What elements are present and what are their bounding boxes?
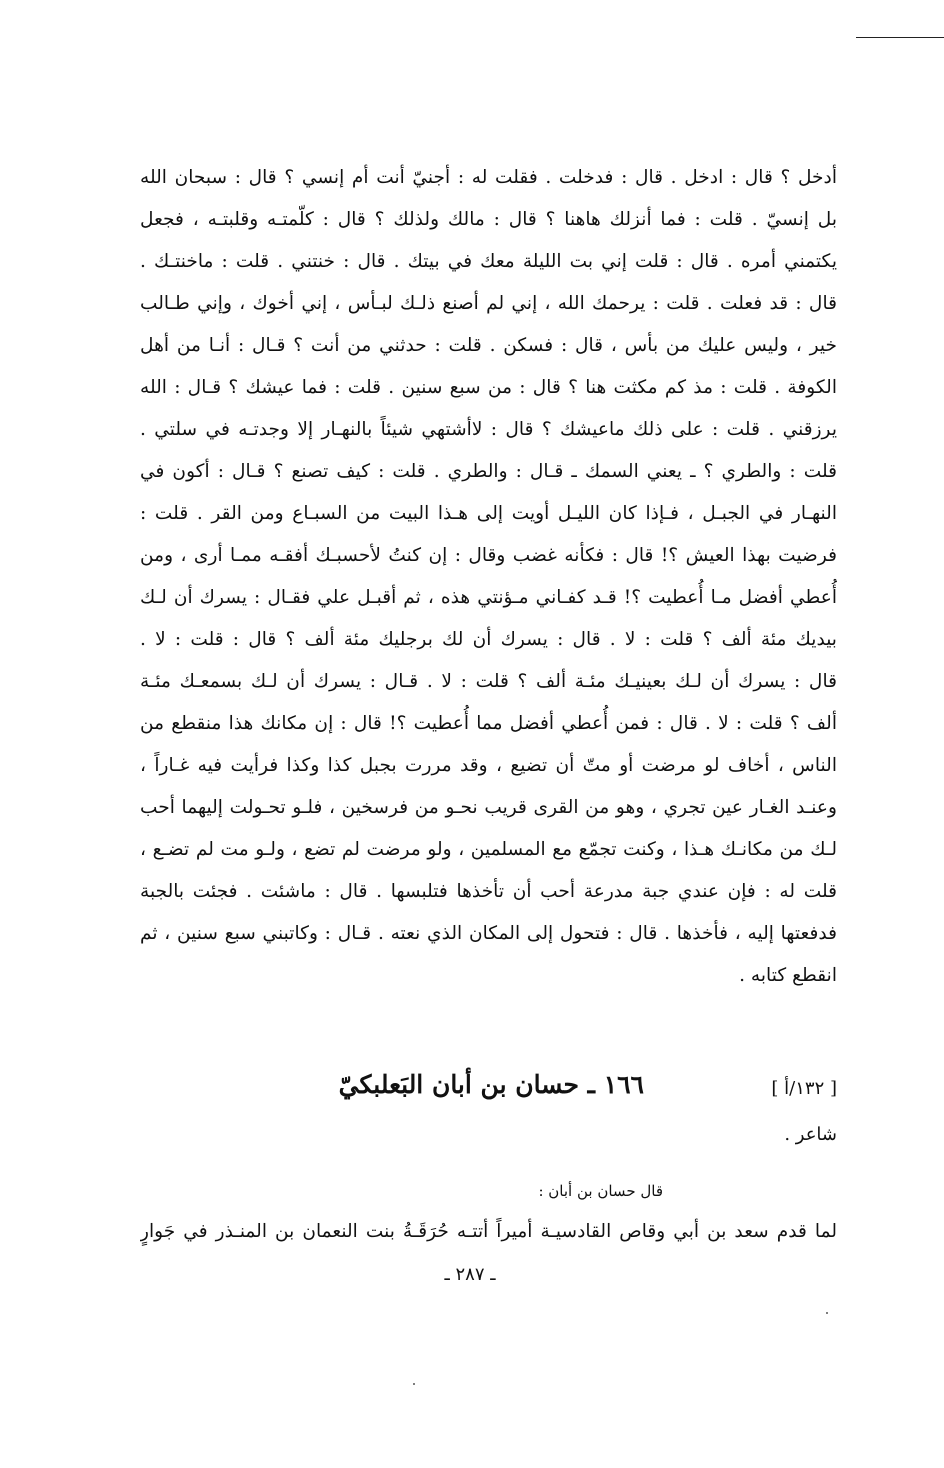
text-line: بل إنسيّ . قلت : فما أنزلك هاهنا ؟ قال : مالك ولذلك ؟ قال : كلّمتـه وقلبتـه ، فجعل [140, 209, 837, 230]
text-line: خير ، وليس عليك من بأس ، قال : فسكن . قلت : حدثني من أنت ؟ قـال : أنـا من أهل [140, 335, 837, 356]
text-line: فدفعتها إليه ، فأخذها . قال : فتحول إلى المكان الذي نعته . قـال : وكاتبني سبع سنين ، ثم [140, 923, 837, 944]
text-line: الكوفة . قلت : مذ كم مكثت هنا ؟ قال : من سبع سنين . قلت : فما عيشك ؟ قـال : الله [140, 377, 837, 398]
text-line: وعنـد الغـار عين تجري ، وهو من القرى قريب نحـو من فرسخين ، فلـو تحـولت إليهما أحب [140, 797, 837, 818]
text-line: يرزقني . قلت : على ذلك ماعيشك ؟ قال : لاأشتهي شيئاً بالنهـار إلا وجدتـه في سلتي . [140, 419, 837, 440]
text-line: يكتمني أمره . قال : قلت إني بت الليلة معك في بيتك . قال : خنتني . قلت : ماخنتـك . [140, 251, 837, 272]
text-line: لـك من مكانـك هـذا ، وكنت تجمّع مع المسلمين ، ولو مرضت لم تضع ، ولـو مت لم تضـع ، [140, 839, 837, 860]
quote-line: لما قدم سعد بن أبي وقاص القادسيـة أميراً أتتـه حُرَقَـةُ بنت النعمان بن المنـذر في جَوارٍ [140, 1221, 837, 1242]
text-line: فرضيت بهذا العيش ؟! قال : فكأنه غضب وقال : إن كنتُ لأحسبـك أفقـه ممـا أرى ، ومن [140, 545, 837, 566]
page-number: ـ ٢٨٧ ـ [444, 1264, 496, 1285]
scan-speck [826, 1312, 828, 1314]
text-line: ألف ؟ قلت : لا . قال : فمن أُعطي أفضل مما أُعطيت ؟! قال : إن مكانك هذا منقطع من [140, 713, 837, 734]
text-line: النهـار في الجبـل ، فـإذا كان الليـل أويت إلى هـذا البيت من السبـاع ومن القر . قلت : [140, 503, 837, 524]
text-line: قلت : والطري ؟ ـ يعني السمك ـ قـال : والطري . قلت : كيف تصنع ؟ قـال : أكون في [140, 461, 837, 482]
text-line: أدخل ؟ قال : ادخل . قال : فدخلت . فقلت له : أجنيّ أنت أم إنسي ؟ قال : سبحان الله [140, 167, 837, 188]
text-line: قال : قد فعلت . قلت : يرحمك الله ، إني لم أصنع ذلـك لبـأس ، إني أخوك ، وإني طـالب [140, 293, 837, 314]
scan-speck [413, 1383, 415, 1385]
text-line: قال : يسرك أن لـك بعينيـك مئـة ألف ؟ قلت : لا . قـال : يسرك أن لـك بسمعـك مئـة [140, 671, 837, 692]
text-line: انقطع كتابه . [739, 965, 837, 986]
text-line: قلت له : فإن عندي جبة مدرعة أحب أن تأخذها فتلبسها . قال : ماشئت . فجئت بالجبة [140, 881, 837, 902]
text-line: بيديك مئة ألف ؟ قلت : لا . قال : يسرك أن لك برجليك مئة ألف ؟ قال : قلت : لا . [140, 629, 837, 650]
text-line: الناس ، أخاف لو مرضت أو متّ أن تضيع ، وقد مررت بجبل كذا وكذا فرأيت فيه غـاراً ، [140, 755, 837, 776]
text-line: أُعطي أفضل مـا أُعطيت ؟! قـد كفـاني مـؤنتي هذه ، ثم أقبـل علي فقـال : يسرك أن لـك [140, 587, 837, 608]
body-text [140, 157, 837, 997]
top-rule [856, 37, 944, 38]
entry-description: شاعر . [784, 1124, 837, 1145]
entry-heading [140, 1070, 837, 1116]
folio-reference: [ ١٣٢/أ ] [771, 1078, 837, 1099]
quote-intro: قال حسان بن أبان : [538, 1182, 663, 1200]
entry-title: ١٦٦ ـ حسان بن أبان البَعلبكيّ [338, 1070, 644, 1099]
